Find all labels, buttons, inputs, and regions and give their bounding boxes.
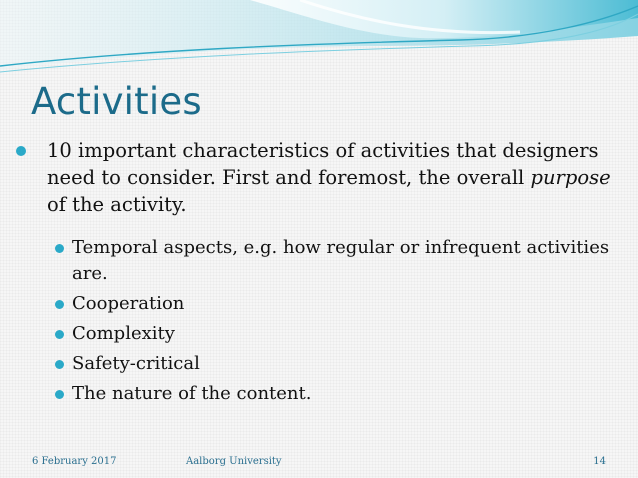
main-bullet-emphasis: purpose [530,166,611,189]
sub-bullet-text: Cooperation [72,293,185,314]
sub-bullet-text: The nature of the content. [72,383,312,404]
main-bullet-text-suffix: of the activity. [47,193,187,216]
slide-title: Activities [31,80,202,123]
sub-bullet-list [15,235,615,407]
sub-bullet-text: Temporal aspects, e.g. how regular or infrequent activities are. [72,237,610,284]
bullet-dot-icon [55,360,64,369]
footer-organization: Aalborg University [186,456,282,467]
bullet-dot-icon [55,244,64,253]
sub-bullet [55,235,615,287]
main-bullet-text-prefix: 10 important characteristics of activities that designers need to consider. First and foremost, the overall [47,139,599,189]
sub-bullet [55,351,615,377]
footer-date: 6 February 2017 [32,456,117,467]
bullet-dot-icon [55,330,64,339]
sub-bullet [55,381,615,407]
sub-bullet-text: Safety-critical [72,353,200,374]
bullet-dot-icon [16,146,26,156]
bullet-dot-icon [55,390,64,399]
slide-content [15,137,615,411]
slide-footer [0,456,638,470]
bullet-dot-icon [55,300,64,309]
main-bullet [15,137,615,218]
header-swoosh-decoration [0,0,638,80]
sub-bullet-text: Complexity [72,323,175,344]
sub-bullet [55,321,615,347]
sub-bullet [55,291,615,317]
footer-page-number: 14 [593,456,606,467]
